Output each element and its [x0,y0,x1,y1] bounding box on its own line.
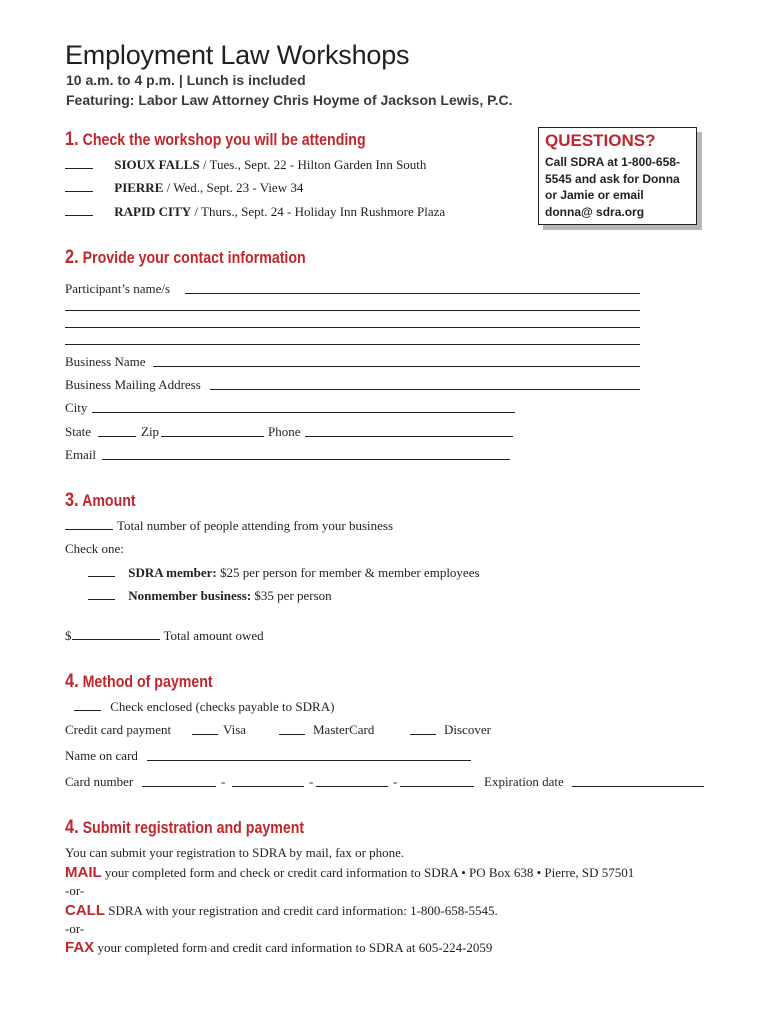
call-instruction [65,902,498,919]
participant-name-line-3[interactable] [65,327,640,328]
workshop-city: SIOUX FALLS [114,157,200,172]
name-on-card-field[interactable] [147,760,471,761]
submit-intro: You can submit your registration to SDRA by mail, fax or phone. [65,845,405,860]
dollar-sign: $ [65,628,72,643]
total-people-row [65,518,393,534]
total-owed-field[interactable] [72,628,160,640]
card-number-dash: - [309,774,314,789]
workshop-option-pierre[interactable] [65,180,303,196]
check-enclosed-line[interactable] [74,699,101,711]
section4-title: Method of payment [82,673,213,691]
member-price: $25 per person for member & member employees [216,565,480,580]
participant-name-line-2[interactable] [65,310,640,311]
visa-checkbox-line[interactable] [192,734,218,735]
mail-text: your completed form and check or credit card information to SDRA • PO Box 638 • Pierre, SD 57501 [101,865,635,880]
zip-field[interactable] [161,436,264,437]
total-owed-label: Total amount owed [163,628,264,643]
mastercard-label: MasterCard [313,722,375,737]
questions-text: Call SDRA at 1-800-658-5545 and ask for Donna or Jamie or email donna@ sdra.org [545,155,680,219]
card-number-field-1[interactable] [142,786,216,787]
mail-word: MAIL [65,864,102,881]
state-label: State [65,424,91,439]
check-one-label: Check one: [65,541,124,556]
card-number-label: Card number [65,774,134,789]
questions-box [538,127,697,225]
checkbox-line-rapid-city[interactable] [65,204,93,216]
mastercard-checkbox-line[interactable] [279,734,305,735]
check-enclosed-option[interactable] [74,699,334,715]
discover-checkbox-line[interactable] [410,734,436,735]
expiration-label: Expiration date [484,774,564,789]
workshop-details: / Thurs., Sept. 24 - Holiday Inn Rushmore Plaza [191,204,446,219]
city-label: City [65,400,88,415]
section5-heading [65,817,304,839]
fax-instruction [65,939,492,956]
mailing-address-field[interactable] [210,389,640,390]
section2-heading [65,247,306,269]
card-number-dash: - [393,774,398,789]
workshop-details: / Wed., Sept. 23 - View 34 [163,180,304,195]
section5-number: 4. [65,817,79,838]
nonmember-label: Nonmember business: [128,588,252,603]
workshop-city: PIERRE [114,180,164,195]
credit-card-label: Credit card payment [65,722,172,737]
workshop-details: / Tues., Sept. 22 - Hilton Garden Inn South [199,157,427,172]
section3-title: Amount [82,492,136,510]
card-number-dash: - [221,774,226,789]
visa-label: Visa [223,722,247,737]
member-checkbox-line[interactable] [88,565,115,577]
section1-heading [65,129,366,151]
call-word: CALL [65,902,105,919]
discover-label: Discover [444,722,491,737]
questions-title: QUESTIONS? [545,131,656,150]
email-label: Email [65,447,97,462]
zip-label: Zip [141,424,160,439]
name-on-card-label: Name on card [65,748,138,763]
email-field[interactable] [102,459,510,460]
state-field[interactable] [98,436,136,437]
section4-heading [65,671,213,693]
card-number-field-2[interactable] [232,786,304,787]
total-people-field[interactable] [65,518,113,530]
section1-title: Check the workshop you will be attending [82,131,366,149]
checkbox-line-sioux-falls[interactable] [65,157,93,169]
phone-field[interactable] [305,436,513,437]
total-owed-row [65,628,264,644]
section5-title: Submit registration and payment [82,819,305,837]
business-name-field[interactable] [153,366,640,367]
check-enclosed-label: Check enclosed (checks payable to SDRA) [110,699,335,714]
or-separator: -or- [65,883,85,898]
business-name-label: Business Name [65,354,146,369]
or-separator: -or- [65,921,85,936]
participant-name-field[interactable] [185,293,640,294]
section2-number: 2. [65,247,79,268]
card-number-field-3[interactable] [316,786,388,787]
workshop-city: RAPID CITY [114,204,192,219]
section3-heading [65,490,136,512]
nonmember-option[interactable] [88,588,332,604]
subtitle-time: 10 a.m. to 4 p.m. | Lunch is included [66,72,306,88]
nonmember-checkbox-line[interactable] [88,588,115,600]
expiration-field[interactable] [572,786,704,787]
total-people-label: Total number of people attending from your business [117,518,394,533]
city-field[interactable] [92,412,515,413]
section3-number: 3. [65,490,79,511]
section2-title: Provide your contact information [82,249,306,267]
checkbox-line-pierre[interactable] [65,180,93,192]
mailing-address-label: Business Mailing Address [65,377,201,392]
participant-label: Participant’s name/s [65,281,171,296]
section1-number: 1. [65,129,79,150]
member-option[interactable] [88,565,480,581]
page-title: Employment Law Workshops [65,40,410,70]
fax-text: your completed form and credit card information to SDRA at 605-224-2059 [94,940,493,955]
phone-label: Phone [268,424,301,439]
section4-number: 4. [65,671,79,692]
fax-word: FAX [65,939,95,956]
workshop-option-rapid-city[interactable] [65,204,445,220]
member-label: SDRA member: [128,565,217,580]
card-number-field-4[interactable] [400,786,474,787]
nonmember-price: $35 per person [251,588,332,603]
workshop-option-sioux-falls[interactable] [65,157,426,173]
subtitle-featuring: Featuring: Labor Law Attorney Chris Hoyme of Jackson Lewis, P.C. [66,92,513,108]
participant-name-line-4[interactable] [65,344,640,345]
mail-instruction [65,864,634,881]
call-text: SDRA with your registration and credit card information: 1-800-658-5545. [105,903,498,918]
